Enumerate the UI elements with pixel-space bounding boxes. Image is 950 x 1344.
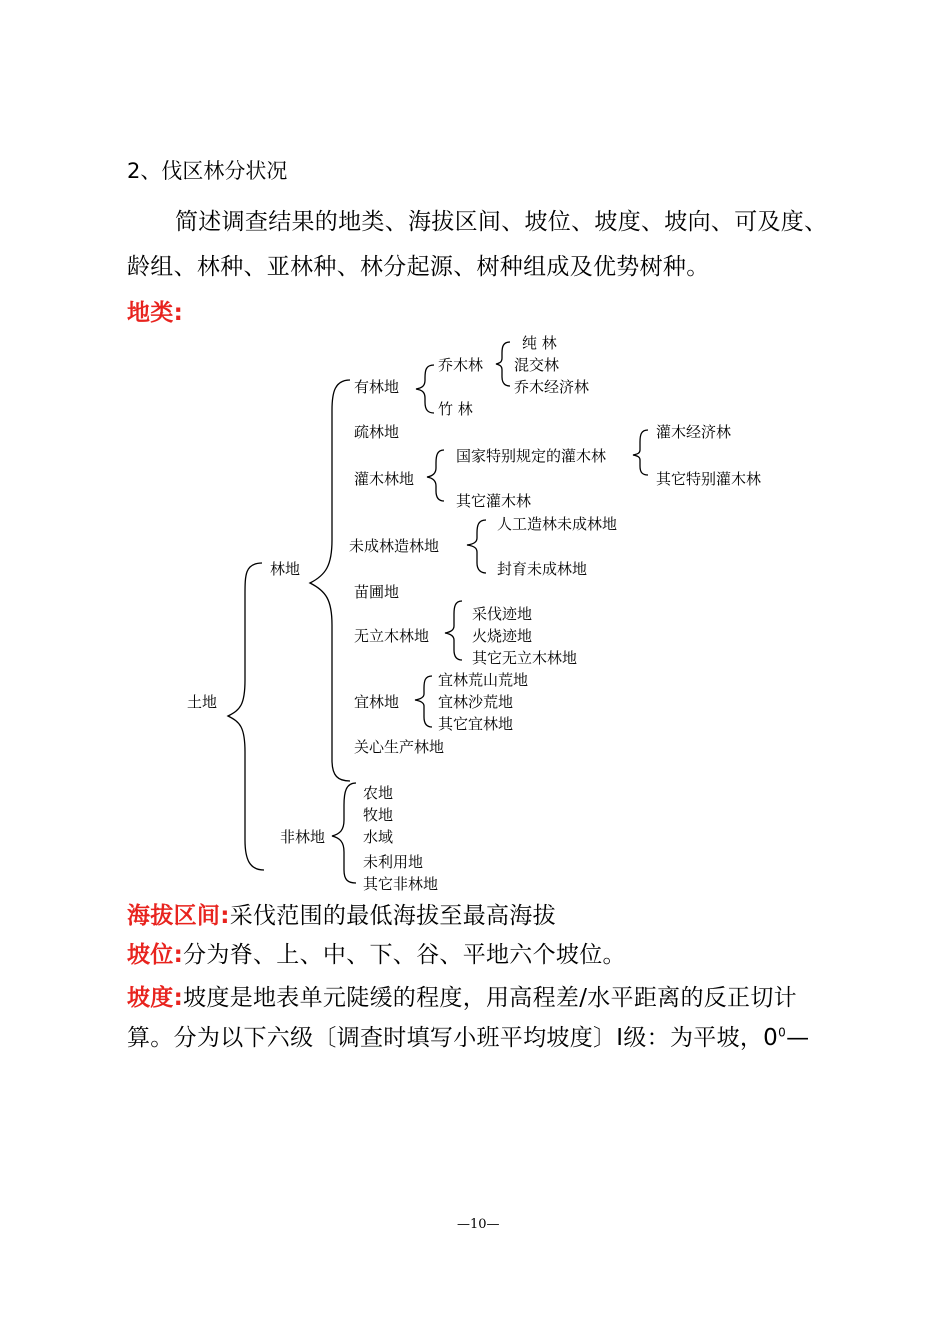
node-caifa: 采伐迹地 xyxy=(472,605,533,623)
node-guanmu: 灌木林地 xyxy=(354,470,415,488)
slope-paragraph-line-2 xyxy=(127,1019,809,1052)
node-qita-guanmu: 其它灌木林 xyxy=(456,492,532,510)
node-huangshan: 宜林荒山荒地 xyxy=(438,671,529,689)
bracket-youlin xyxy=(416,365,434,413)
node-shahuang: 宜林沙荒地 xyxy=(438,693,514,711)
node-weiliyong: 未利用地 xyxy=(363,853,424,871)
altitude-text: 采伐范围的最低海拔至最高海拔 xyxy=(229,903,556,929)
bracket-qiaomu xyxy=(496,342,510,386)
slope-text-1: 坡度是地表单元陡缓的程度，用高程差/水平距离的反正切计 xyxy=(183,985,797,1011)
slope-degree-superscript: 0 xyxy=(778,1025,787,1040)
bracket-root xyxy=(228,563,264,870)
node-non-forest-land: 非林地 xyxy=(280,828,326,846)
node-qiaomu-econ: 乔木经济林 xyxy=(514,378,590,396)
node-qita-teibie: 其它特别灌木林 xyxy=(656,470,762,488)
node-nongdi: 农地 xyxy=(363,784,394,802)
slope-dash: — xyxy=(786,1025,810,1051)
node-mudi: 牧地 xyxy=(363,806,394,824)
altitude-paragraph xyxy=(127,897,556,930)
node-qita-yilin: 其它宜林地 xyxy=(438,715,514,733)
node-guojia: 国家特别规定的灌木林 xyxy=(456,447,607,465)
slope-label: 坡度: xyxy=(127,985,184,1011)
page-number: —10— xyxy=(457,1217,500,1232)
slope-position-paragraph xyxy=(127,936,626,969)
slope-paragraph-line-1 xyxy=(127,979,797,1012)
node-fengyu: 封育未成林地 xyxy=(497,560,588,578)
node-forest-land: 林地 xyxy=(270,560,301,578)
slope-position-text: 分为脊、上、中、下、谷、平地六个坡位。 xyxy=(183,942,626,968)
node-zhulin: 竹 林 xyxy=(438,400,473,418)
intro-line-1: 简述调查结果的地类、海拔区间、坡位、坡度、坡向、可及度、 xyxy=(175,209,828,235)
node-yilin: 宜林地 xyxy=(354,693,400,711)
node-weicheng: 未成林造林地 xyxy=(349,537,440,555)
bracket-weicheng xyxy=(467,520,486,573)
node-youlin: 有林地 xyxy=(354,378,400,396)
node-rengong: 人工造林未成林地 xyxy=(497,515,618,533)
section-heading: 2、伐区林分状况 xyxy=(127,159,288,183)
bracket-yilin xyxy=(415,676,432,727)
node-qita-wuli: 其它无立木林地 xyxy=(472,649,578,667)
land-type-label: 地类: xyxy=(127,300,184,326)
node-hunjiao: 混交林 xyxy=(514,356,560,374)
node-land: 土地 xyxy=(187,693,218,711)
bracket-forest xyxy=(310,380,350,781)
bracket-guanmu xyxy=(427,450,444,501)
bracket-wuli xyxy=(445,601,462,660)
node-shuiyu: 水域 xyxy=(363,828,394,846)
node-wuli: 无立木林地 xyxy=(354,627,430,645)
node-miaopu: 苗圃地 xyxy=(354,583,400,601)
node-qita-fei: 其它非林地 xyxy=(363,875,439,893)
altitude-label: 海拔区间: xyxy=(127,903,230,929)
intro-line-2: 龄组、林种、亚林种、林分起源、树种组成及优势树种。 xyxy=(127,254,710,280)
bracket-nonforest xyxy=(332,783,356,883)
bracket-guojia xyxy=(633,430,648,475)
slope-text-2: 算。分为以下六级〔调查时填写小班平均坡度〕Ⅰ级：为平坡，0 xyxy=(127,1025,779,1051)
node-guanxin: 关心生产林地 xyxy=(354,738,445,756)
node-huoshao: 火烧迹地 xyxy=(472,627,533,645)
node-shulin: 疏林地 xyxy=(354,423,400,441)
node-chunlin: 纯 林 xyxy=(522,334,557,352)
node-qiaomu: 乔木林 xyxy=(438,356,484,374)
node-guanmu-econ: 灌木经济林 xyxy=(656,423,732,441)
slope-position-label: 坡位: xyxy=(127,942,184,968)
